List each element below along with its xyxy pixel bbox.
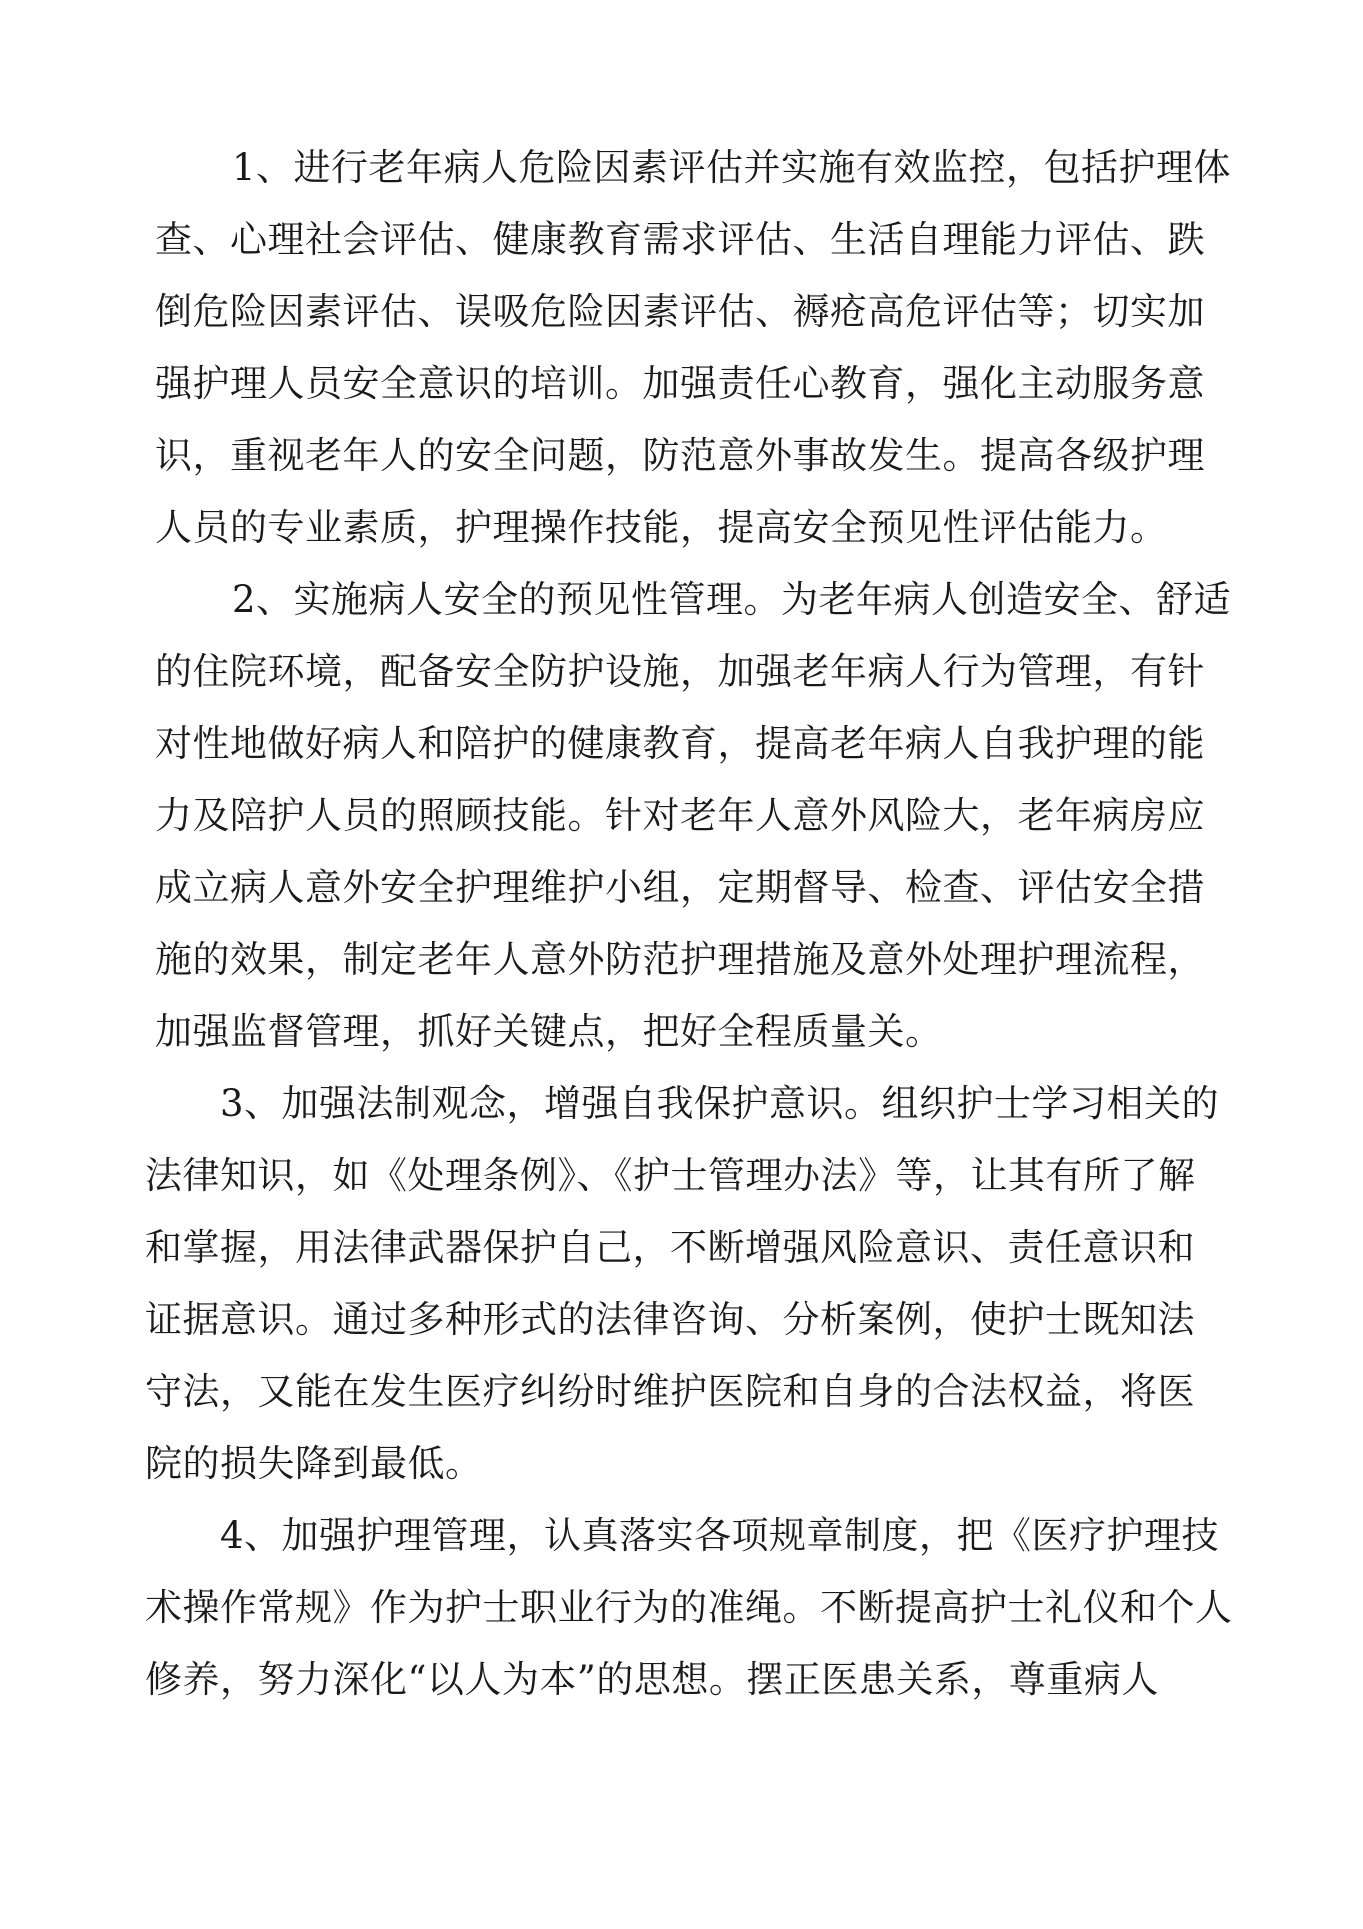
text-line: 强护理人员安全意识的培训。加强责任心教育，强化主动服务意 xyxy=(155,362,1205,405)
text-line: 查、心理社会评估、健康教育需求评估、生活自理能力评估、跌 xyxy=(155,218,1205,261)
text-line: 院的损失降到最低。 xyxy=(145,1442,483,1485)
text-line: 识，重视老年人的安全问题，防范意外事故发生。提高各级护理 xyxy=(155,434,1205,477)
text-line: 加强监督管理，抓好关键点，把好全程质量关。 xyxy=(155,1010,943,1053)
text-line: 4、加强护理管理，认真落实各项规章制度，把《医疗护理技 xyxy=(220,1514,1220,1557)
text-line: 1、进行老年病人危险因素评估并实施有效监控，包括护理体 xyxy=(232,146,1232,189)
text-line: 守法，又能在发生医疗纠纷时维护医院和自身的合法权益，将医 xyxy=(145,1370,1195,1413)
text-line: 力及陪护人员的照顾技能。针对老年人意外风险大，老年病房应 xyxy=(155,794,1205,837)
text-line: 人员的专业素质，护理操作技能，提高安全预见性评估能力。 xyxy=(155,506,1168,549)
text-line: 2、实施病人安全的预见性管理。为老年病人创造安全、舒适 xyxy=(232,578,1232,621)
text-line: 的住院环境，配备安全防护设施，加强老年病人行为管理，有针 xyxy=(155,650,1205,693)
text-line: 成立病人意外安全护理维护小组，定期督导、检查、评估安全措 xyxy=(155,866,1205,909)
text-line: 对性地做好病人和陪护的健康教育，提高老年病人自我护理的能 xyxy=(155,722,1205,765)
text-line: 法律知识，如《处理条例》、《护士管理办法》等，让其有所了解 xyxy=(145,1154,1196,1197)
text-line: 术操作常规》作为护士职业行为的准绳。不断提高护士礼仪和个人 xyxy=(145,1586,1233,1629)
text-line: 修养，努力深化“以人为本”的思想。摆正医患关系，尊重病人 xyxy=(145,1658,1159,1701)
text-line: 和掌握，用法律武器保护自己，不断增强风险意识、责任意识和 xyxy=(145,1226,1195,1269)
text-line: 倒危险因素评估、误吸危险因素评估、褥疮高危评估等；切实加 xyxy=(155,290,1205,333)
text-line: 施的效果，制定老年人意外防范护理措施及意外处理护理流程， xyxy=(155,938,1205,981)
text-line: 3、加强法制观念，增强自我保护意识。组织护士学习相关的 xyxy=(220,1082,1220,1125)
text-line: 证据意识。通过多种形式的法律咨询、分析案例，使护士既知法 xyxy=(145,1298,1195,1341)
